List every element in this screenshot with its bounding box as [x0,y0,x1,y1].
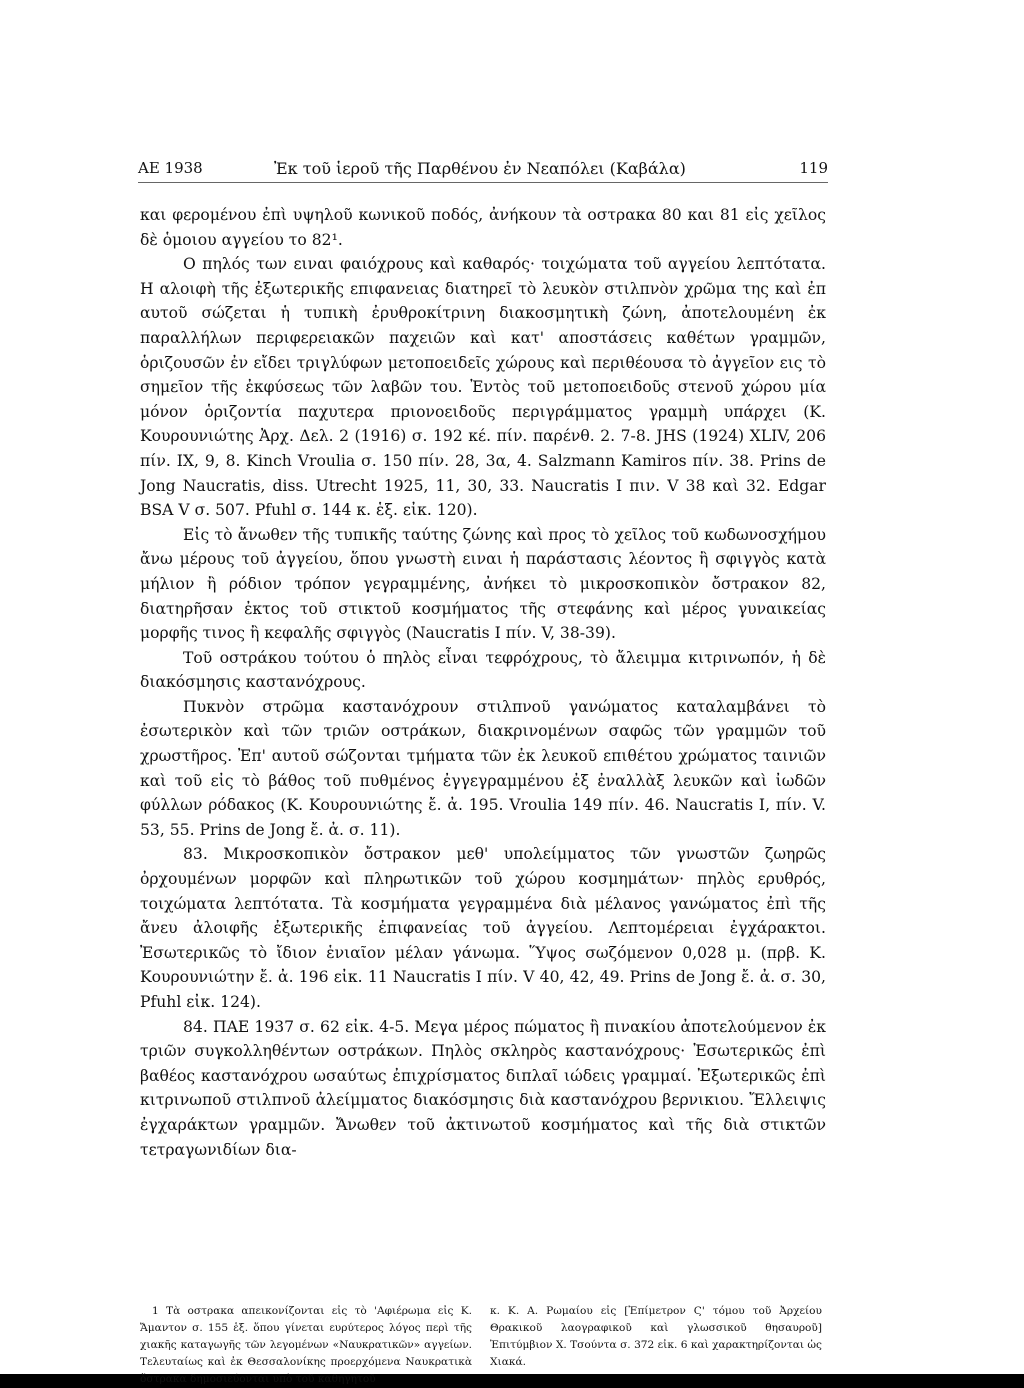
header-rule [138,182,828,183]
running-header [138,159,828,181]
journal-reference: ΑΕ 1938 [138,159,203,177]
page-number: 119 [799,159,828,177]
paragraph-3: Εἰς τὸ ἄνωθεν τῆς τυπικῆς ταύτης ζώνης καὶ προς τὸ χεῖλος τοῦ κωδωνοσχήμου ἄνω μέρους τοῦ ἀγγείου, ὅπου γνωστὴ ειναι ἡ παράστασις λέοντος ἢ σφιγγὸς κατὰ μήλιον ἢ ρόδιον τρόπον γεγραμμένης, ἀνήκει τὸ μικροσκοπικὸν ὄστρακον 82, διατηρῆσαν ἐκτος τοῦ στικτοῦ κοσμήματος τῆς στεφάνης καὶ μέρος γυναικείας μορφῆς τινος ἢ κεφαλῆς σφιγγὸς (Naucratis I πίν. V, 38-39). [140,525,826,643]
paragraph-1: και φερομένου ἐπὶ υψηλοῦ κωνικοῦ ποδός, ἀνήκουν τὰ οστρακα 80 και 81 εἰς χεῖλος δὲ ὁμοιου αγγείου το 82¹. [140,206,826,249]
paragraph-4: Τοῦ οστράκου τούτου ὁ πηλὸς εἶναι τεφρόχρους, τὸ ἄλειμμα κιτρινωπόν, ἡ δὲ διακόσμησις καστανόχρους. [140,648,826,692]
paragraph-2: Ο πηλός των ειναι φαιόχρους καὶ καθαρός· τοιχώματα τοῦ αγγείου λεπτότατα. Η αλοιφὴ τῆς ἐξωτερικῆς επιφανειας διατηρεῖ τὸ λευκὸν στιλπνὸν χρῶμα της καὶ ἐπ αυτοῦ σώζεται ἡ τυπικὴ ἐρυθροκίτρινη διακοσμητικὴ ζώνη, ἀποτελουμένη ἐκ παραλλήλων περιφερειακῶν παχειῶν καὶ κατ' αποστάσεις καθέτων γραμμῶν, ὁριζουσῶν ἐν εἴδει τριγλύφων μετοποειδεῖς χώρους καὶ περιθέουσα τὸ ἀγγεῖον εις τὸ σημεῖον τῆς ἐκφύσεως τῶν λαβῶν του. Ἐντὸς τοῦ μετοποειδοῦς στενοῦ χώρου μία μόνον ὁριζοντία παχυτερα πριονοειδοῦς περιγράμματος γραμμὴ υπάρχει (Κ. Κουρουνιώτης Ἀρχ. Δελ. 2 (1916) σ. 192 κέ. πίν. παρένθ. 2. 7-8. JHS (1924) XLIV, 206 πίν. IX, 9, 8. Kinch Vroulia σ. 150 πίν. 28, 3α, 4. Salzmann Kamiros πίν. 38. Prins de Jong Naucratis, diss. Utrecht 1925, 11, 30, 33. Naucratis I πιν. V 38 καὶ 32. Edgar BSA V σ. 507. Pfuhl σ. 144 κ. ἑξ. εἰκ. 120). [140,255,826,520]
footnote-1-continued: κ. Κ. Α. Ρωμαίου εἰς [Ἐπίμετρον Ϛ' τόμου τοῦ Ἀρχείου Θρακικοῦ λαογραφικοῦ καὶ γλωσσικοῦ θησαυροῦ] Ἐπιτύμβιον Χ. Τσούντα σ. 372 εἰκ. 6 καὶ χαρακτηρίζονται ὡς Χιακά. [490,1305,822,1368]
running-title: Ἐκ τοῦ ἱεροῦ τῆς Παρθένου ἐν Νεαπόλει (Καβάλα) [274,159,686,178]
paragraph-83: 83. Μικροσκοπικὸν ὄστρακον μεθ' υπολείμματος τῶν γνωστῶν ζωηρῶς ὀρχουμένων μορφῶν καὶ πληρωτικῶν τοῦ χώρου κοσμημάτων· πηλὸς ερυθρός, τοιχώματα λεπτότατα. Τὰ κοσμήματα γεγραμμένα διὰ μέλανος γανώματος ἐπὶ τῆς ἄνευ ἀλοιφῆς ἐξωτερικῆς ἐπιφανείας τοῦ ἀγγείου. Λεπτομέρειαι ἐγχάρακτοι. Ἐσωτερικῶς τὸ ἴδιον ἑνιαῖον μέλαν γάνωμα. Ὕψος σωζόμενον 0,028 μ. (πρβ. Κ. Κουρουνιώτην ἔ. ἀ. 196 εἰκ. 11 Naucratis I πίν. V 40, 42, 49. Prins de Jong ἔ. ἀ. σ. 30, Pfuhl εἰκ. 124). [140,845,826,1011]
paragraph-5: Πυκνὸν στρῶμα καστανόχρουν στιλπνοῦ γανώματος καταλαμβάνει τὸ ἐσωτερικὸν καὶ τῶν τριῶν οστράκων, διακρινομένων σαφῶς τῶν γραμμῶν τοῦ χρωστῆρος. Ἐπ' αυτοῦ σώζονται τμήματα τῶν ἐκ λευκοῦ επιθέτου χρώματος ταινιῶν καὶ τοῦ εἰς τὸ βάθος τοῦ πυθμένος ἐγγεγραμμένου ἐξ ἐναλλὰξ λευκῶν καὶ ἰωδῶν φύλλων ρόδακος (Κ. Κουρουνιώτης ἔ. ἀ. 195. Vroulia 149 πίν. 46. Naucratis I, πίν. V. 53, 55. Prins de Jong ἔ. ἀ. σ. 11). [140,697,826,839]
paragraph-84: 84. ΠΑΕ 1937 σ. 62 εἰκ. 4-5. Μεγα μέρος πώματος ἢ πινακίου ἀποτελούμενον ἐκ τριῶν συγκολληθέντων οστράκων. Πηλὸς σκληρὸς καστανόχρους· Ἐσωτερικῶς ἐπὶ βαθέος καστανόχρου ωσαύτως ἐπιχρίσματος διπλαῖ ιώδεις γραμμαί. Ἐξωτερικῶς ἐπὶ κιτρινωποῦ στιλπνοῦ ἀλείμματος διακόσμησις διὰ καστανόχρου βερνικιου. Ἔλλειψις ἐγχαράκτων γραμμῶν. Ἄνωθεν τοῦ ἀκτινωτοῦ κοσμήματος καὶ τῆς διὰ στικτῶν τετραγωνιδίων δια- [140,1017,826,1159]
footnote-1: 1 Τὰ οστρακα απεικονίζονται εἰς τὸ 'Αφιέρωμα εἰς Κ. Ἄμαντον σ. 155 ἑξ. ὅπου γίνεται ευρύτερος λόγος περὶ τῆς χιακῆς καταγωγῆς τῶν λεγομένων «Ναυκρατικῶν» αγγείων. Τελευταίως καὶ ἐκ Θεσσαλονίκης προερχόμενα Ναυκρατικὰ ὄστρακα δημοσιεύονται υπὸ τοῦ καθηγητοῦ [140,1305,472,1385]
main-text [140,203,826,1162]
